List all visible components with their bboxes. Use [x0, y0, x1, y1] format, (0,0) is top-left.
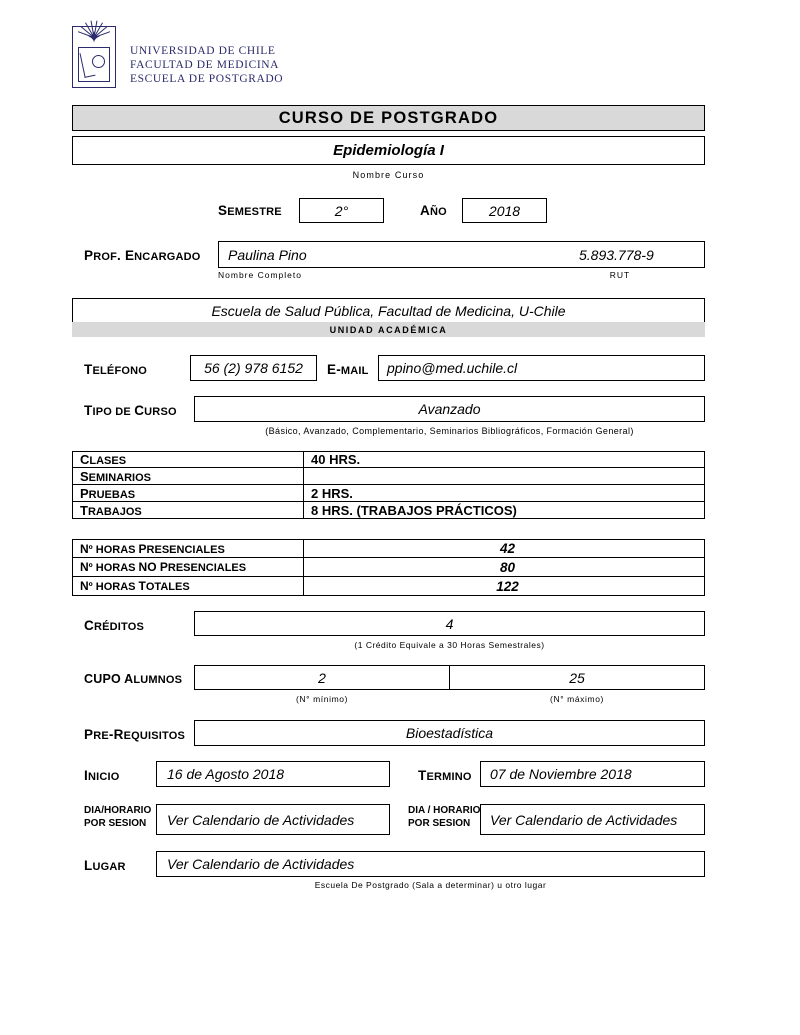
semester-field[interactable] — [299, 198, 384, 223]
quota-max-caption: (N° máximo) — [550, 694, 604, 704]
school-line: ESCUELA DE POSTGRADO — [130, 73, 284, 85]
academic-unit-field[interactable] — [72, 298, 705, 324]
start-date-field[interactable] — [156, 761, 390, 787]
start-date-value: 16 de Agosto 2018 — [167, 766, 285, 782]
faculty-line: FACULTAD DE MEDICINA — [130, 59, 280, 71]
place-caption: Escuela De Postgrado (Sala a determinar) u otro lugar — [314, 880, 547, 890]
place-field[interactable] — [156, 851, 705, 877]
email-field[interactable] — [378, 355, 705, 381]
professor-field[interactable] — [218, 241, 705, 268]
university-line: UNIVERSIDAD DE CHILE — [130, 45, 276, 57]
email-label: E-MAIL — [327, 362, 369, 377]
schedule-right-value: Ver Calendario de Actividades — [490, 811, 678, 828]
phone-label: TELÉFONO — [84, 362, 148, 377]
phone-value: 56 (2) 978 6152 — [204, 360, 303, 376]
course-name-value: Epidemiología I — [333, 142, 444, 159]
totals-row-label: Nº HORAS PRESENCIALES — [80, 541, 225, 556]
credits-field[interactable] — [194, 611, 705, 636]
credits-value: 4 — [445, 615, 454, 632]
table-row — [72, 502, 705, 519]
hours-row-value: 8 HRS. (TRABAJOS PRÁCTICOS) — [303, 502, 704, 518]
course-type-value: Avanzado — [418, 401, 481, 417]
crest-emblem-icon — [78, 47, 110, 82]
quota-min-caption: (N° mínimo) — [295, 694, 349, 704]
quota-max-field[interactable] — [449, 665, 705, 690]
page-title: CURSO DE POSTGRADO — [72, 105, 705, 131]
course-name-caption: Nombre Curso — [352, 170, 425, 180]
table-row — [72, 539, 705, 558]
year-field[interactable] — [462, 198, 547, 223]
hours-row-label: TRABAJOS — [80, 502, 142, 518]
hours-row-value: 40 HRS. — [303, 452, 704, 467]
prerequisites-value: Bioestadística — [405, 725, 494, 741]
totals-row-value: 80 — [303, 558, 704, 576]
table-row — [72, 558, 705, 577]
totals-row-label: Nº HORAS NO PRESENCIALES — [80, 560, 247, 574]
professor-rut-caption: RUT — [609, 270, 631, 280]
semester-label: SEMESTRE — [218, 203, 282, 218]
letterhead — [72, 26, 283, 88]
schedule-right-label-line1: DIA / HORARIO — [408, 805, 481, 816]
schedule-right-field[interactable] — [480, 804, 705, 835]
course-type-caption: (Básico, Avanzado, Complementario, Seminarios Bibliográficos, Formación General) — [265, 426, 634, 436]
course-type-field[interactable] — [194, 396, 705, 422]
crest-star-icon: ✦ — [86, 28, 102, 47]
schedule-left-label-line1: DIA/HORARIO — [84, 805, 152, 816]
semester-value: 2° — [334, 202, 349, 219]
schedule-right-label — [408, 804, 486, 830]
year-value: 2018 — [488, 202, 521, 219]
end-date-field[interactable] — [480, 761, 705, 787]
schedule-left-value: Ver Calendario de Actividades — [167, 811, 355, 828]
start-date-label: INICIO — [84, 768, 120, 783]
quota-label: CUPO ALUMNOS — [84, 672, 183, 686]
quota-max-value: 25 — [569, 669, 585, 686]
quota-min-field[interactable] — [194, 665, 450, 690]
schedule-left-label-line2: POR SESION — [84, 818, 147, 829]
schedule-left-label — [84, 804, 164, 830]
hours-row-value: 2 HRS. — [303, 485, 704, 501]
course-name-field[interactable] — [72, 136, 705, 165]
academic-unit-caption: UNIDAD ACADÉMICA — [72, 322, 705, 337]
phone-field[interactable] — [190, 355, 317, 381]
place-label: LUGAR — [84, 858, 126, 873]
professor-rut-value: 5.893.778-9 — [579, 246, 654, 263]
hours-table — [72, 451, 705, 519]
hours-row-value — [303, 468, 704, 484]
hours-row-label: PRUEBAS — [80, 485, 136, 501]
place-value: Ver Calendario de Actividades — [167, 856, 355, 872]
credits-label: CRÉDITOS — [84, 618, 145, 633]
quota-min-value: 2 — [318, 669, 326, 686]
hours-row-label: SEMINARIOS — [80, 468, 152, 484]
prerequisites-label: PRE-REQUISITOS — [84, 727, 186, 742]
course-type-label: TIPO DE CURSO — [84, 403, 177, 418]
year-label: AÑO — [420, 203, 447, 218]
prerequisites-field[interactable] — [194, 720, 705, 746]
schedule-left-field[interactable] — [156, 804, 390, 835]
totals-row-label: Nº HORAS TOTALES — [80, 579, 190, 593]
email-value: ppino@med.uchile.cl — [387, 360, 518, 376]
university-crest-icon — [72, 26, 116, 88]
professor-label: PROF. ENCARGADO — [84, 248, 201, 263]
totals-row-value: 122 — [303, 577, 704, 595]
credits-caption: (1 Crédito Equivale a 30 Horas Semestrales) — [354, 640, 545, 650]
end-date-value: 07 de Noviembre 2018 — [490, 766, 632, 782]
end-date-label: TERMINO — [418, 768, 472, 783]
table-row — [72, 451, 705, 468]
hours-row-label: CLASES — [80, 452, 127, 467]
table-row — [72, 468, 705, 485]
professor-name-caption: Nombre Completo — [218, 270, 302, 280]
table-row — [72, 577, 705, 596]
university-name-block — [130, 44, 283, 86]
professor-name-value: Paulina Pino — [228, 246, 307, 263]
academic-unit-value: Escuela de Salud Pública, Facultad de Medicina, U-Chile — [211, 303, 566, 319]
schedule-right-label-line2: POR SESION — [408, 818, 471, 829]
hours-totals-table — [72, 539, 705, 596]
totals-row-value: 42 — [303, 540, 704, 557]
table-row — [72, 485, 705, 502]
